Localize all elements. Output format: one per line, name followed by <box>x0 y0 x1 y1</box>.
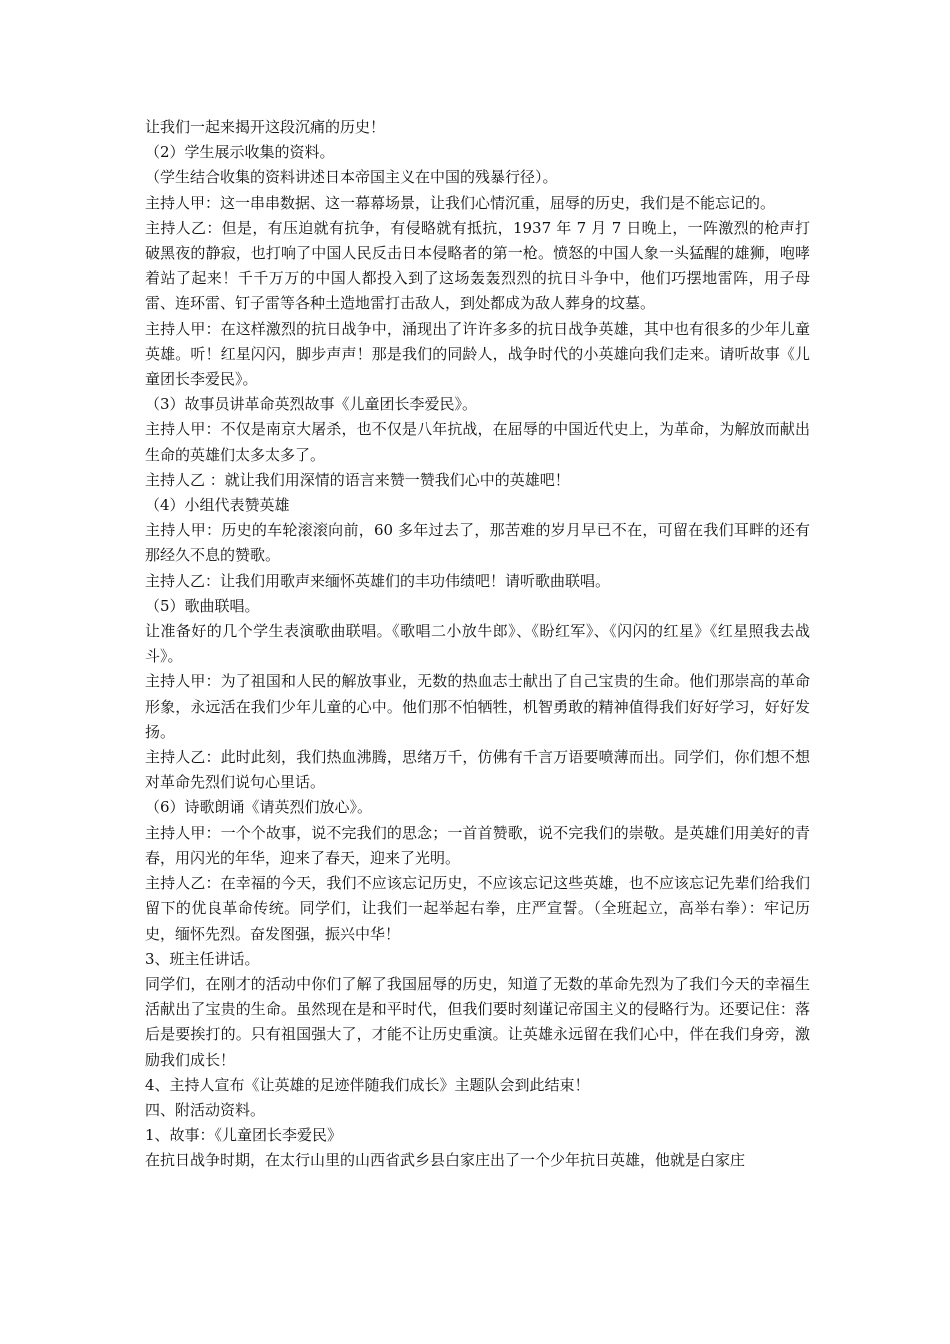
paragraph: 主持人乙 ：就让我们用深情的语言来赞一赞我们心中的英雄吧！ <box>145 470 570 489</box>
paragraph: 主持人乙：让我们用歌声来缅怀英雄们的丰功伟绩吧！请听歌曲联唱。 <box>145 571 611 590</box>
paragraph: 主持人乙：此时此刻，我们热血沸腾，思绪万千，仿佛有千言万语要喷薄而出。同学们，你们想不想对革命先烈们说句心里话。 <box>145 748 810 792</box>
paragraph: 3、班主任讲话。 <box>145 949 260 968</box>
paragraph: 4、主持人宣布《让英雄的足迹伴随我们成长》主题队会到此结束！ <box>145 1075 590 1094</box>
paragraph: 四、附活动资料。 <box>145 1100 266 1119</box>
paragraph: 主持人甲：历史的车轮滚滚向前，60 多年过去了，那苦难的岁月早已不在，可留在我们耳畔的还有那经久不息的赞歌。 <box>145 521 810 565</box>
paragraph: 让我们一起来揭开这段沉痛的历史！ <box>145 118 386 136</box>
paragraph: 主持人甲：一个个故事，说不完我们的思念；一首首赞歌，说不完我们的崇敬。是英雄们用美好的青春，用闪光的年华，迎来了春天，迎来了光明。 <box>145 823 810 867</box>
paragraph: （学生结合收集的资料讲述日本帝国主义在中国的残暴行径）。 <box>145 168 558 187</box>
paragraph: （5）歌曲联唱。 <box>145 596 260 615</box>
paragraph: 同学们，在刚才的活动中你们了解了我国屈辱的历史，知道了无数的革命先烈为了我们今天的幸福生活献出了宝贵的生命。虽然现在是和平时代，但我们要时刻谨记帝国主义的侵略行为。还要记住：落后是要挨打的。只有祖国强大了，才能不让历史重演。让英雄永远留在我们心中，伴在我们身旁，激励我们成长！ <box>145 974 810 1069</box>
paragraph: 让准备好的几个学生表演歌曲联唱。《歌唱二小放牛郎》、《盼红军》、《闪闪的红星》《红星照我去战斗》。 <box>145 622 810 666</box>
paragraph: 在抗日战争时期，在太行山里的山西省武乡县白家庄出了一个少年抗日英雄，他就是白家庄 <box>145 1151 746 1170</box>
paragraph: 主持人甲：为了祖国和人民的解放事业，无数的热血志士献出了自己宝贵的生命。他们那崇高的革命形象，永远活在我们少年儿童的心中。他们那不怕牺牲，机智勇敢的精神值得我们好好学习，好好发扬。 <box>145 672 810 741</box>
paragraph: （3）故事员讲革命英烈故事《儿童团长李爱民》。 <box>145 395 478 414</box>
paragraph: 主持人甲：这一串串数据、这一幕幕场景，让我们心情沉重，屈辱的历史，我们是不能忘记的。 <box>145 193 776 212</box>
paragraph: （6）诗歌朗诵《请英烈们放心》。 <box>145 798 373 817</box>
paragraph: 主持人甲：在这样激烈的抗日战争中，涌现出了许许多多的抗日战争英雄，其中也有很多的少年儿童英雄。听！红星闪闪，脚步声声！那是我们的同龄人，战争时代的小英雄向我们走来。请听故事《儿童团长李爱民》。 <box>145 319 810 389</box>
paragraph: 主持人甲：不仅是南京大屠杀，也不仅是八年抗战，在屈辱的中国近代史上，为革命，为解放而献出生命的英雄们太多太多了。 <box>145 420 810 464</box>
document-body <box>145 115 810 1174</box>
paragraph: 主持人乙：在幸福的今天，我们不应该忘记历史，不应该忘记这些英雄，也不应该忘记先辈们给我们留下的优良革命传统。同学们，让我们一起举起右拳，庄严宣誓。（全班起立，高举右拳）：牢记历史，缅怀先烈。奋发图强，振兴中华！ <box>145 874 810 943</box>
paragraph: 1、故事：《儿童团长李爱民》 <box>145 1126 343 1145</box>
paragraph: 主持人乙：但是，有压迫就有抗争，有侵略就有抵抗，1937 年 7 月 7 日晚上，一阵激烈的枪声打破黑夜的静寂，也打响了中国人民反击日本侵略者的第一枪。愤怒的中国人象一头猛醒的雄狮，咆哮着站了起来！千千万万的中国人都投入到了这场轰轰烈烈的抗日斗争中，他们巧摆地雷阵，用子母雷、连环雷、钉子雷等各种土造地雷打击敌人，到处都成为敌人葬身的坟墓。 <box>145 218 810 313</box>
paragraph: （2）学生展示收集的资料。 <box>145 143 335 162</box>
paragraph: （4）小组代表赞英雄 <box>145 496 290 515</box>
